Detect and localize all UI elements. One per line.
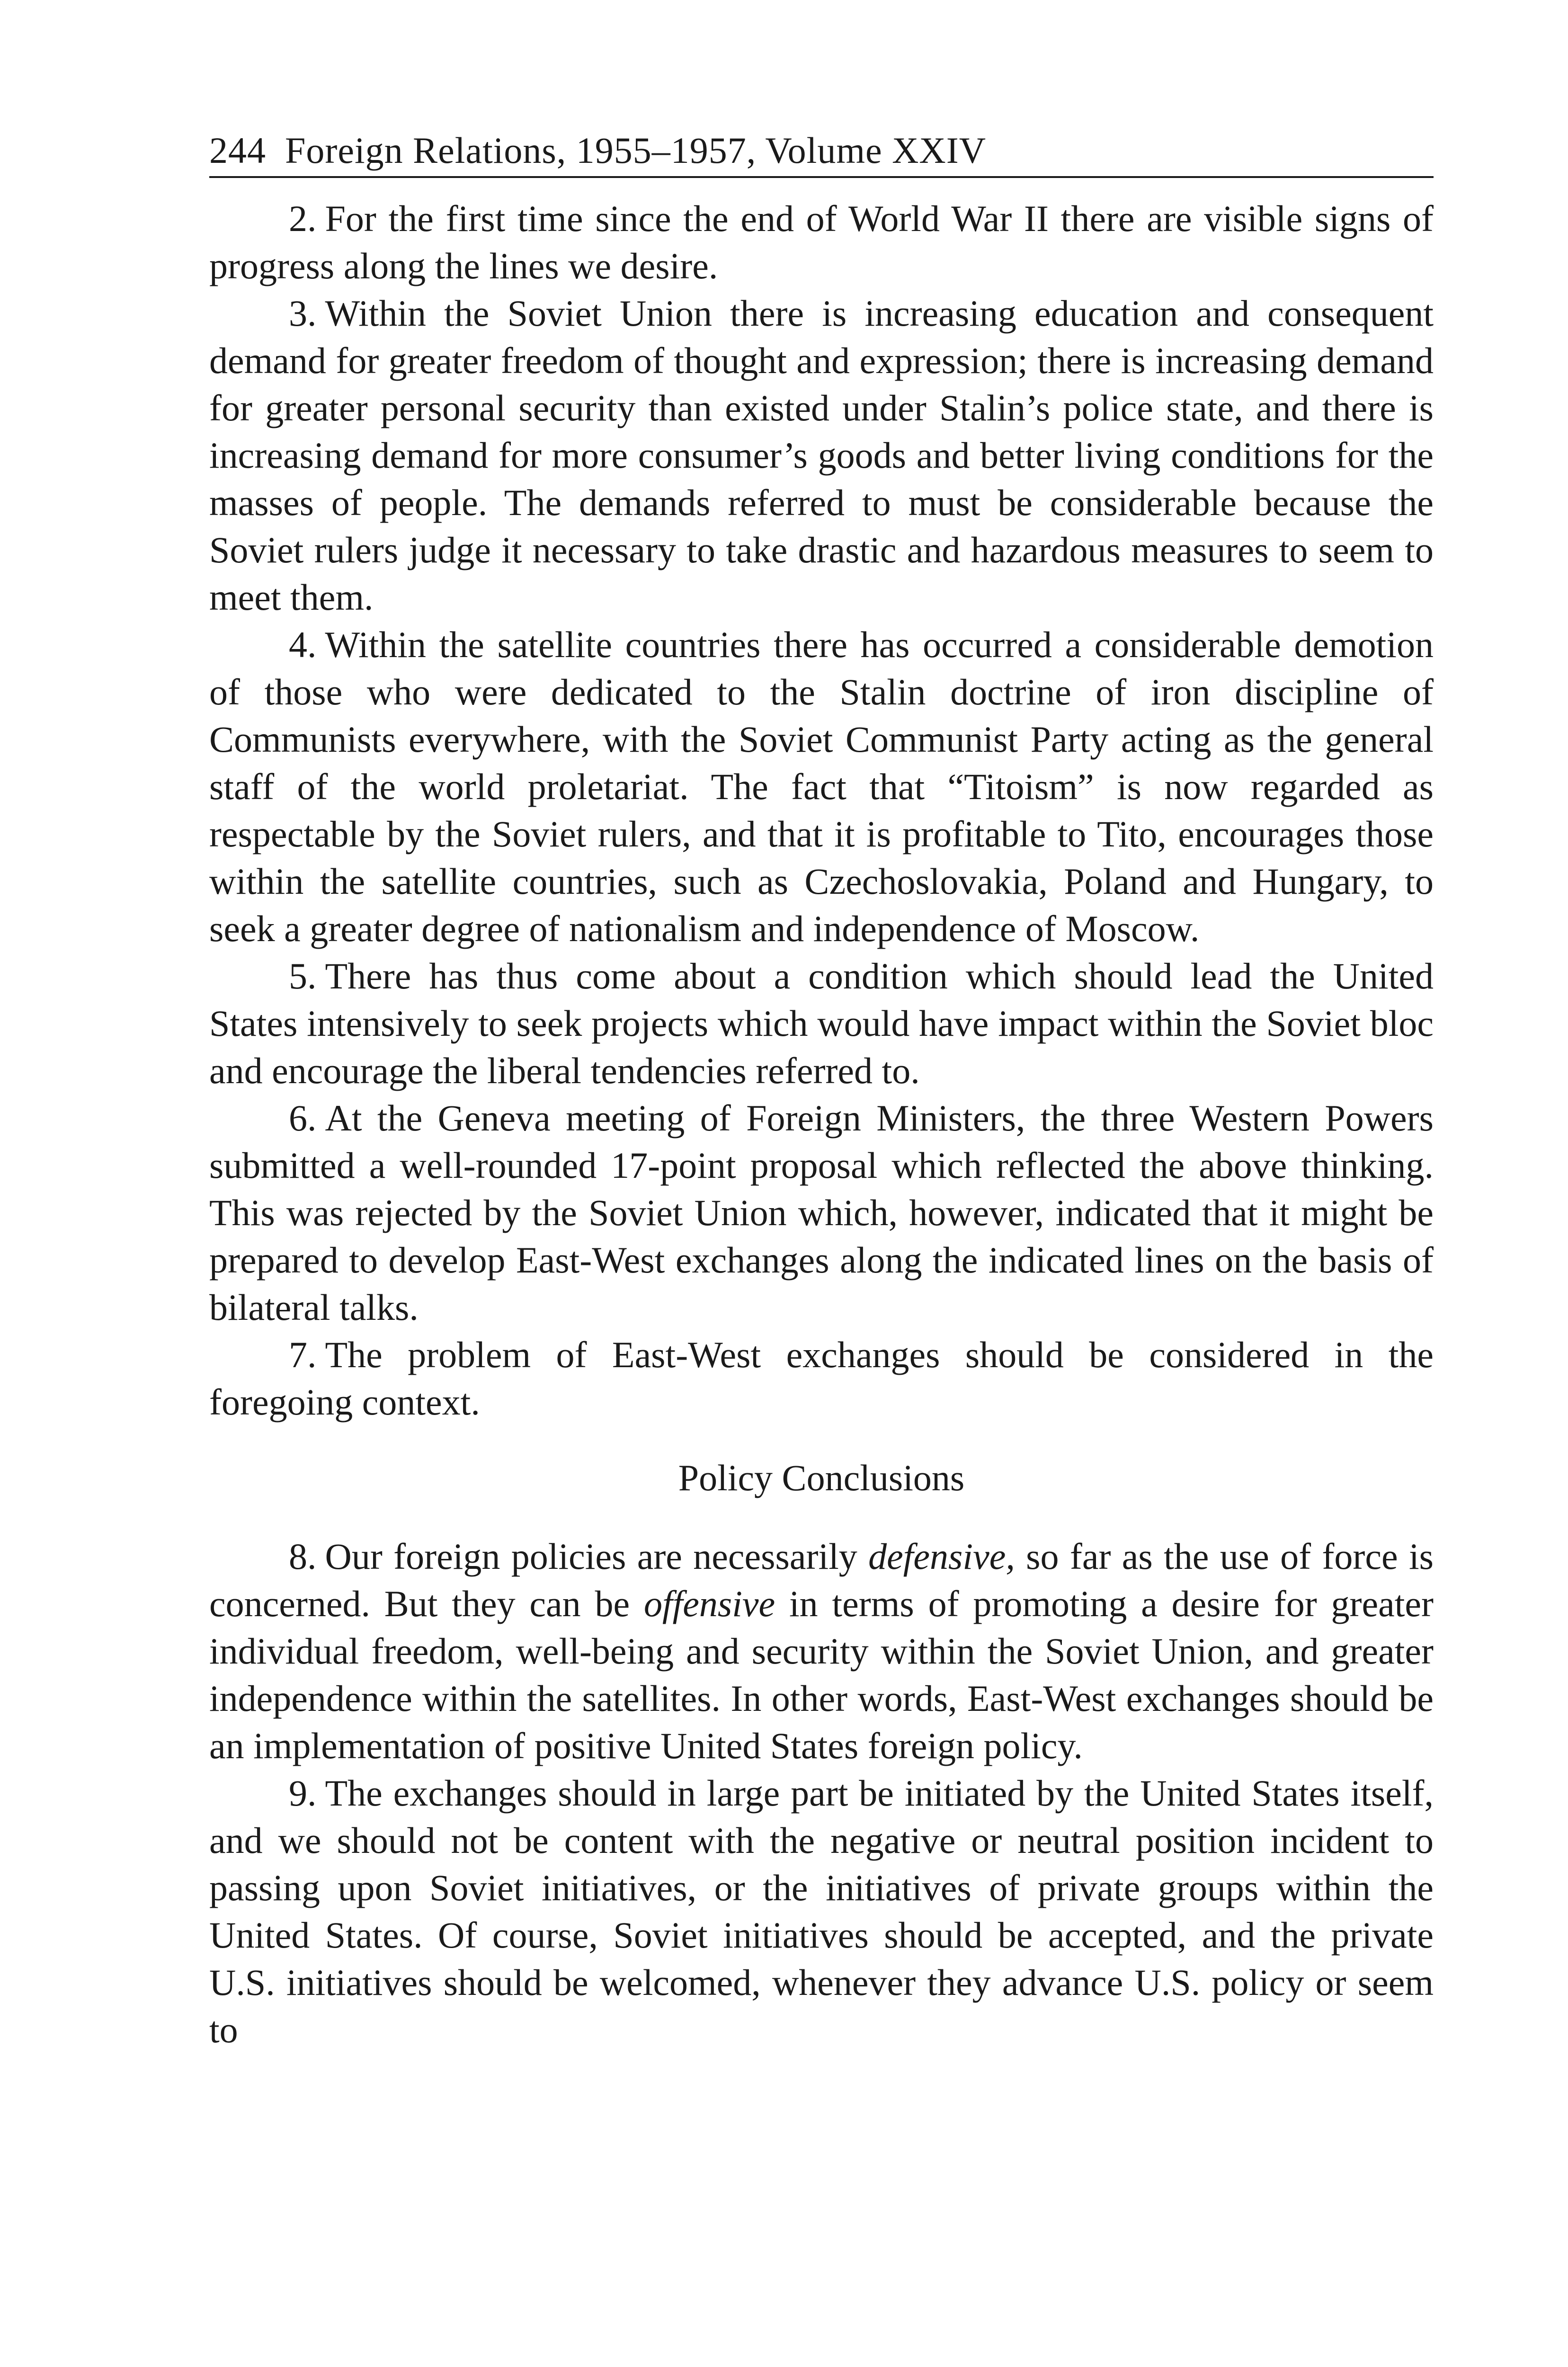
italic-term-defensive: defensive, — [868, 1536, 1015, 1577]
paragraph-number: 5. — [289, 955, 317, 997]
paragraph-number: 6. — [289, 1097, 317, 1139]
italic-term-offensive: offensive — [643, 1583, 775, 1624]
paragraph-text: The exchanges should in large part be initiated by the United States itself, and we should not be content with the negative or neutral position incident to passing upon Soviet initiatives, or the initiatives of private groups within the United States. Of course, Soviet initiatives should be accepted, and the private U.S. initiatives should be welcomed, whenever they advance U.S. policy or seem to — [209, 1772, 1434, 2050]
paragraph-text-part: in terms of promoting a desire for greater individual freedom, well-being and security within the Soviet Union, and greater independence within the satellites. In other words, East-West exchanges should be an implementation of positive United States foreign policy. — [209, 1583, 1434, 1766]
running-header — [209, 128, 1434, 178]
paragraph-9 — [209, 1770, 1434, 2054]
paragraph-number: 2. — [289, 198, 317, 239]
document-page — [209, 128, 1434, 2054]
paragraph-4 — [209, 621, 1434, 952]
running-title: Foreign Relations, 1955–1957, Volume XXIV — [285, 130, 987, 171]
paragraph-text: Within the Soviet Union there is increasing education and consequent demand for greater freedom of thought and expression; there is increasing demand for greater personal security than existed under Stalin’s police state, and there is increasing demand for more consumer’s goods and better living conditions for the masses of people. The demands referred to must be considerable because the Soviet rulers judge it necessary to take drastic and hazardous measures to seem to meet them. — [209, 293, 1434, 618]
paragraph-number: 9. — [289, 1772, 317, 1814]
paragraph-5 — [209, 952, 1434, 1095]
paragraph-3 — [209, 290, 1434, 621]
paragraph-8 — [209, 1533, 1434, 1770]
paragraph-text: At the Geneva meeting of Foreign Ministers, the three Western Powers submitted a well-rounded 17-point proposal which reflected the above thinking. This was rejected by the Soviet Union which, however, indicated that it might be prepared to develop East-West exchanges along the indicated lines on the basis of bilateral talks. — [209, 1097, 1434, 1328]
paragraph-number: 7. — [289, 1334, 317, 1375]
paragraph-text: For the first time since the end of World War II there are visible signs of progress along the lines we desire. — [209, 198, 1434, 286]
paragraph-6 — [209, 1095, 1434, 1331]
paragraph-text: There has thus come about a condition which should lead the United States intensively to seek projects which would have impact within the Soviet bloc and encourage the liberal tendencies referred to. — [209, 955, 1434, 1091]
paragraph-7 — [209, 1331, 1434, 1426]
paragraph-text-part: so far as the use of force is concerned. But they can be — [209, 1536, 1434, 1624]
section-heading: Policy Conclusions — [678, 1457, 965, 1498]
paragraph-text: The problem of East-West exchanges should be considered in the foregoing context. — [209, 1334, 1434, 1423]
paragraph-number: 4. — [289, 624, 317, 665]
paragraph-text-part: Our foreign policies are necessarily — [325, 1536, 869, 1577]
paragraph-number: 3. — [289, 293, 317, 334]
paragraph-2 — [209, 195, 1434, 290]
page-number: 244 — [209, 130, 266, 171]
paragraph-number: 8. — [289, 1536, 317, 1577]
paragraph-text: Within the satellite countries there has occurred a considerable demotion of those who were dedicated to the Stalin doctrine of iron discipline of Communists everywhere, with the Soviet Communist Party acting as the general staff of the world proletariat. The fact that “Titoism” is now regarded as respectable by the Soviet rulers, and that it is profitable to Tito, encourages those within the satellite countries, such as Czechoslovakia, Poland and Hungary, to seek a greater degree of nationalism and independence of Moscow. — [209, 624, 1434, 949]
